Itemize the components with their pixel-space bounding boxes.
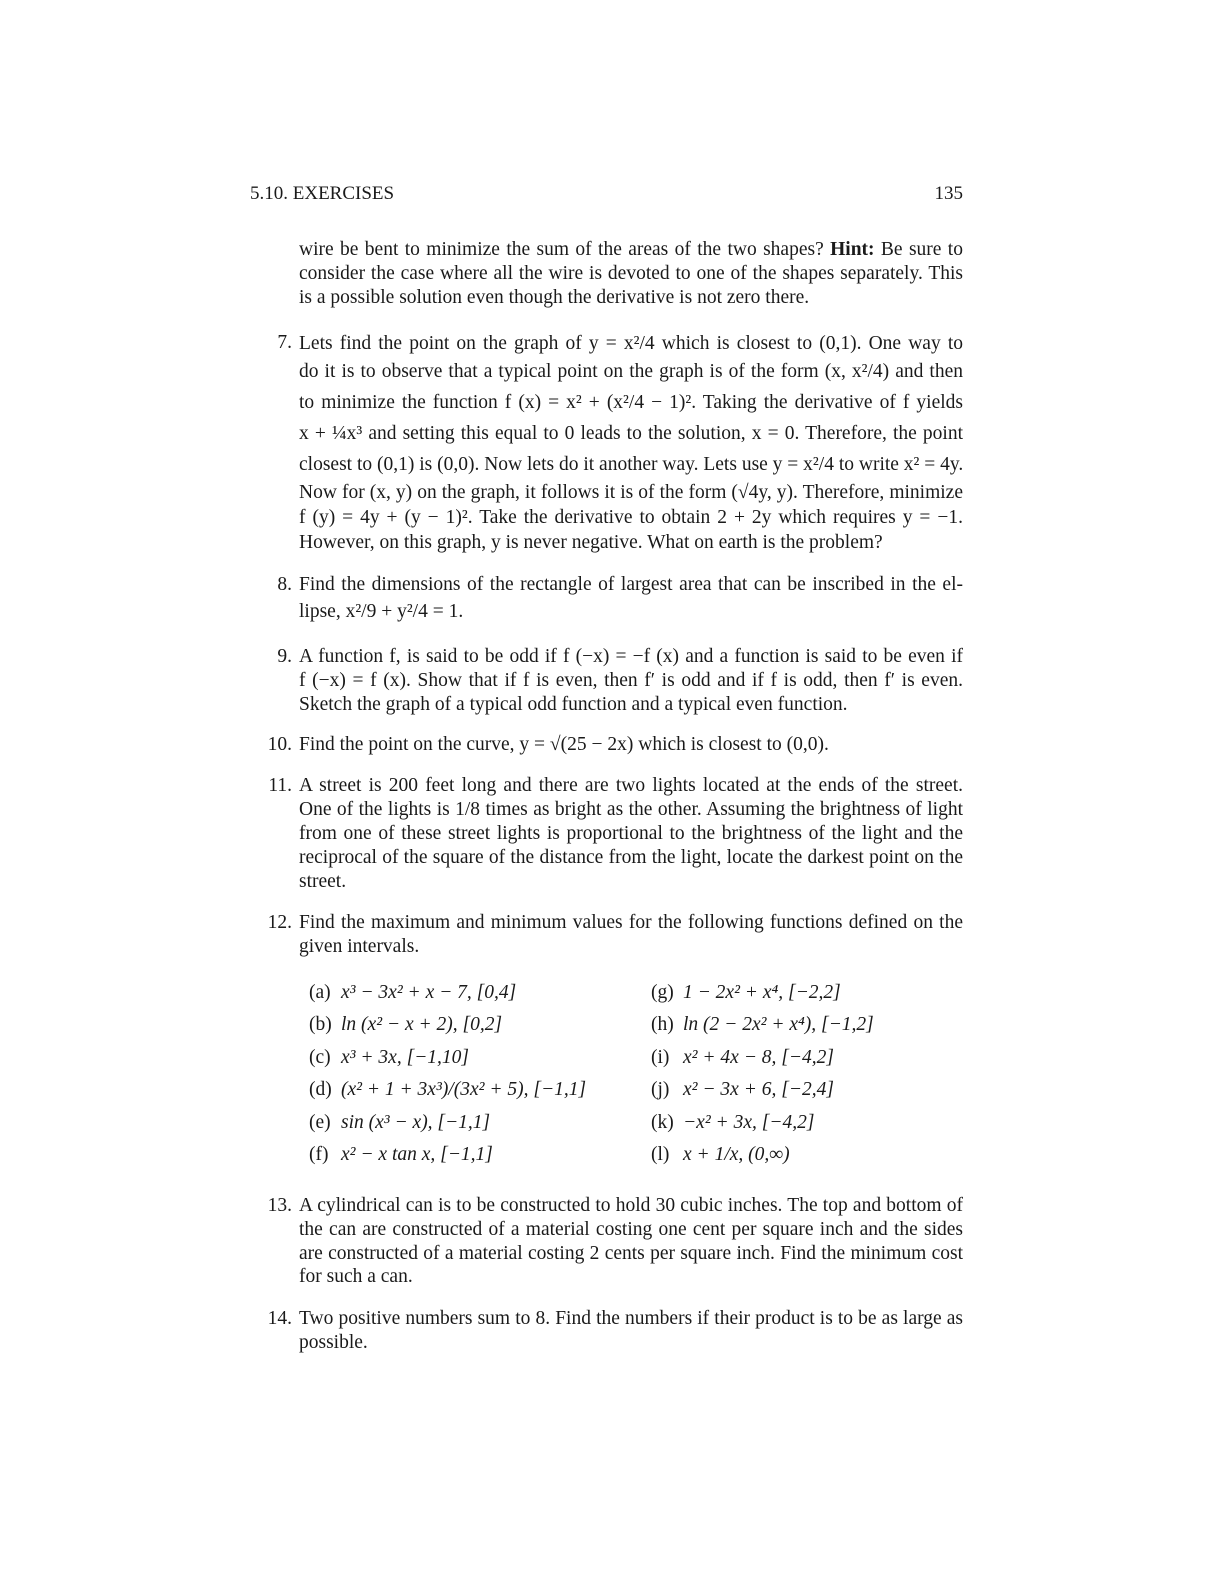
exercise-number: 8. bbox=[277, 574, 292, 596]
exercise-line: However, on this graph, y is never negative. What on earth is the problem? bbox=[299, 532, 883, 554]
sub-problem-expression: ln (2 − 2x² + x⁴), [−1,2] bbox=[683, 1014, 874, 1036]
exercise-item bbox=[277, 645, 963, 716]
sub-problem-label: (d) bbox=[309, 1079, 332, 1101]
sub-problem-label: (h) bbox=[651, 1014, 674, 1036]
exercise-text bbox=[299, 645, 963, 716]
exercise-line: Sketch the graph of a typical odd function and a typical even function. bbox=[299, 693, 848, 715]
sub-problem-expression: ln (x² − x + 2), [0,2] bbox=[341, 1014, 503, 1036]
exercise-line: x + ¼x³ and setting this equal to 0 leads to the solution, x = 0. Therefore, the point bbox=[299, 423, 963, 445]
page-number: 135 bbox=[934, 183, 963, 204]
exercise-line: do it is to observe that a typical point on the graph is of the form (x, x²/4) and then bbox=[299, 361, 963, 383]
exercise-text bbox=[299, 733, 963, 757]
exercise-number: 10. bbox=[267, 733, 292, 755]
sub-problem bbox=[309, 1076, 651, 1105]
exercise-number: 12. bbox=[267, 912, 292, 934]
exercise-line: possible. bbox=[299, 1331, 368, 1353]
exercise-line: lipse, x²/9 + y²/4 = 1. bbox=[299, 601, 464, 623]
sub-problem bbox=[309, 1011, 651, 1040]
sub-problem bbox=[309, 1141, 651, 1170]
exercise-number: 14. bbox=[267, 1308, 292, 1330]
exercise-number: 7. bbox=[277, 332, 292, 354]
sub-problem-expression: x + 1/x, (0,∞) bbox=[683, 1144, 790, 1166]
exercise-number: 13. bbox=[267, 1194, 292, 1216]
exercise-item bbox=[277, 331, 964, 555]
sub-problem-expression: x² − 3x + 6, [−2,4] bbox=[683, 1079, 834, 1101]
exercise-line: given intervals. bbox=[299, 936, 420, 958]
sub-problem-expression: sin (x³ − x), [−1,1] bbox=[341, 1111, 491, 1133]
exercise-line: the can are constructed of a material costing one cent per square inch and the sides bbox=[299, 1218, 963, 1240]
sub-problem-label: (b) bbox=[309, 1014, 332, 1036]
sub-problem-label: (a) bbox=[309, 981, 331, 1003]
sub-problem bbox=[651, 1076, 971, 1105]
exercise-number: 11. bbox=[268, 775, 292, 797]
exercise-line: f (−x) = f (x). Show that if f is even, then f′ is odd and if f is odd, then f′ is even. bbox=[299, 669, 963, 691]
sub-problem-label: (f) bbox=[309, 1144, 329, 1166]
section-title: 5.10. EXERCISES bbox=[250, 183, 395, 204]
exercise-line: Now for (x, y) on the graph, it follows it is of the form (√4y, y). Therefore, minimize bbox=[299, 482, 963, 504]
exercise-text bbox=[299, 911, 963, 959]
exercise-line: Find the maximum and minimum values for the following functions defined on the bbox=[299, 912, 963, 934]
sub-problem-label: (i) bbox=[651, 1046, 670, 1068]
exercise-line: f (y) = 4y + (y − 1)². Take the derivative to obtain 2 + 2y which requires y = −1. bbox=[299, 507, 963, 529]
exercise-text bbox=[299, 573, 963, 627]
exercise-item bbox=[267, 911, 963, 1170]
exercise-line: Find the dimensions of the rectangle of largest area that can be inscribed in the el- bbox=[299, 574, 963, 596]
sub-problem-expression: x³ + 3x, [−1,10] bbox=[341, 1046, 470, 1068]
exercise-line: A street is 200 feet long and there are two lights located at the ends of the street. bbox=[299, 775, 963, 797]
sub-problem-label: (k) bbox=[651, 1111, 674, 1133]
exercise-text bbox=[299, 1307, 963, 1355]
exercise-text bbox=[299, 1194, 963, 1289]
sub-problem bbox=[651, 979, 971, 1008]
sub-problem-expression: x³ − 3x² + x − 7, [0,4] bbox=[341, 981, 517, 1003]
exercise-line: A cylindrical can is to be constructed to hold 30 cubic inches. The top and bottom of bbox=[299, 1194, 963, 1216]
exercise-line: Find the point on the curve, y = √(25 − 2x) which is closest to (0,0). bbox=[299, 733, 829, 755]
intro-text-b: Be sure to consider the case where all the wire is devoted to one of the shapes separately. This is a possible solution even though the derivative is not zero there. bbox=[299, 239, 963, 308]
sub-problem-expression: 1 − 2x² + x⁴, [−2,2] bbox=[683, 981, 841, 1003]
exercise-item bbox=[267, 733, 963, 757]
exercise-number: 9. bbox=[277, 646, 292, 668]
exercise-line: closest to (0,1) is (0,0). Now lets do it another way. Lets use y = x²/4 to write x² = 4y. bbox=[299, 454, 964, 476]
exercise-line: street. bbox=[299, 870, 347, 892]
exercise-line: A function f, is said to be odd if f (−x) = −f (x) and a function is said to be even if bbox=[299, 646, 963, 668]
sub-problem bbox=[309, 1044, 651, 1073]
page-content bbox=[267, 238, 964, 1355]
sub-problem-label: (c) bbox=[309, 1046, 331, 1068]
sub-problem bbox=[651, 1141, 971, 1170]
exercise-item bbox=[268, 774, 963, 893]
exercise-text bbox=[299, 331, 963, 555]
exercise-line: to minimize the function f (x) = x² + (x²/4 − 1)². Taking the derivative of f yields bbox=[299, 392, 963, 414]
sub-problem bbox=[651, 1109, 971, 1138]
sub-problem-list bbox=[309, 979, 963, 1170]
sub-problem-label: (j) bbox=[651, 1079, 670, 1101]
exercise-line: Lets find the point on the graph of y = x²/4 which is closest to (0,1). One way to bbox=[299, 333, 963, 355]
exercise-line: Two positive numbers sum to 8. Find the numbers if their product is to be as large as bbox=[299, 1308, 963, 1330]
sub-problem-expression: x² + 4x − 8, [−4,2] bbox=[683, 1046, 834, 1068]
exercise-text bbox=[299, 774, 963, 893]
exercise-item bbox=[267, 1307, 963, 1355]
exercise-line: from one of these street lights is proportional to the brightness of the light and the bbox=[299, 822, 963, 844]
exercise-line: One of the lights is 1/8 times as bright as the other. Assuming the brightness of light bbox=[299, 799, 963, 821]
sub-problem-expression: −x² + 3x, [−4,2] bbox=[683, 1111, 815, 1133]
exercise-list bbox=[267, 331, 964, 1354]
sub-problem-label: (g) bbox=[651, 981, 674, 1003]
sub-problem-expression: (x² + 1 + 3x³)/(3x² + 5), [−1,1] bbox=[341, 1079, 587, 1101]
sub-problem-label: (e) bbox=[309, 1111, 331, 1133]
sub-problem-expression: x² − x tan x, [−1,1] bbox=[341, 1144, 493, 1166]
sub-problem-label: (l) bbox=[651, 1144, 670, 1166]
intro-paragraph bbox=[299, 238, 963, 309]
exercise-item bbox=[277, 573, 963, 627]
sub-problem bbox=[651, 1011, 971, 1040]
exercise-line: for such a can. bbox=[299, 1266, 413, 1288]
exercise-line: are constructed of a material costing 2 cents per square inch. Find the minimum cost bbox=[299, 1242, 963, 1264]
intro-text-a: wire be bent to minimize the sum of the areas of the two shapes? bbox=[299, 239, 831, 260]
sub-problem bbox=[309, 1109, 651, 1138]
exercise-line: reciprocal of the square of the distance from the light, locate the darkest point on the bbox=[299, 846, 963, 868]
sub-problem bbox=[309, 979, 651, 1008]
exercise-item bbox=[267, 1194, 963, 1289]
hint-label: Hint: bbox=[830, 239, 875, 260]
page-header bbox=[250, 183, 963, 205]
sub-problem bbox=[651, 1044, 971, 1073]
